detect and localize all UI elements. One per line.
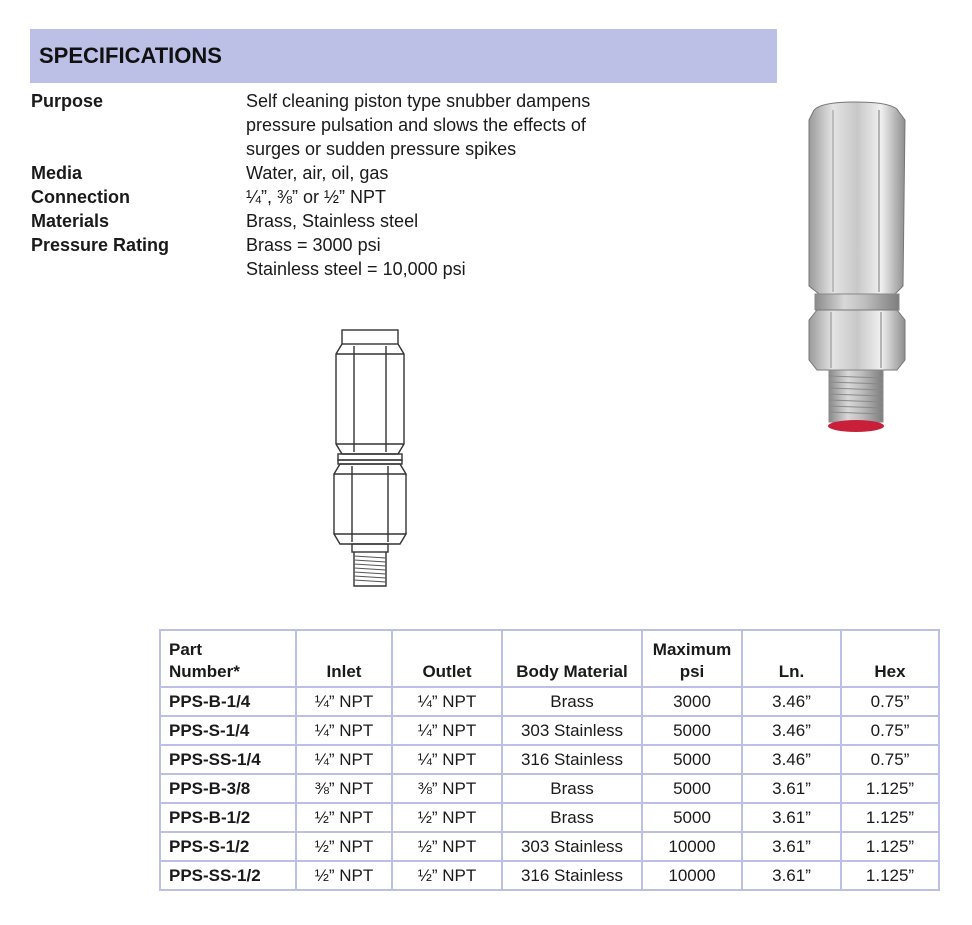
table-row xyxy=(160,745,939,774)
spec-label: Media xyxy=(31,163,83,183)
cell-part-number: PPS-B-1/2 xyxy=(160,803,296,832)
spec-value xyxy=(246,185,666,209)
table-row xyxy=(160,716,939,745)
col-header-inlet: Inlet xyxy=(296,630,392,687)
cell-part-number: PPS-SS-1/4 xyxy=(160,745,296,774)
table-row xyxy=(160,774,939,803)
cell-outlet: ¼” NPT xyxy=(392,687,502,716)
cell-inlet: ½” NPT xyxy=(296,803,392,832)
cell-hex: 0.75” xyxy=(841,716,939,745)
part-number-table xyxy=(159,629,940,891)
cell-outlet: ¼” NPT xyxy=(392,716,502,745)
spec-value-line: pressure pulsation and slows the effects of xyxy=(246,115,586,135)
cell-part-number: PPS-B-3/8 xyxy=(160,774,296,803)
col-header-maximum-line: Maximum xyxy=(652,640,732,659)
spec-value-line: Brass = 3000 psi xyxy=(246,235,381,255)
snubber-product-photo xyxy=(795,98,920,443)
cell-part-number: PPS-B-1/4 xyxy=(160,687,296,716)
table-row xyxy=(160,861,939,890)
cell-outlet: ⅜” NPT xyxy=(392,774,502,803)
cell-part-number: PPS-SS-1/2 xyxy=(160,861,296,890)
table-row xyxy=(160,803,939,832)
cell-hex: 1.125” xyxy=(841,832,939,861)
cell-body-material: 303 Stainless xyxy=(502,716,642,745)
col-header-body-material: Body Material xyxy=(502,630,642,687)
specifications-banner xyxy=(30,29,777,83)
col-header-part-number xyxy=(160,630,296,687)
table-header-row xyxy=(160,630,939,687)
cell-length: 3.61” xyxy=(742,861,841,890)
table-row xyxy=(160,687,939,716)
cell-length: 3.46” xyxy=(742,745,841,774)
cell-inlet: ½” NPT xyxy=(296,861,392,890)
spec-value-line: surges or sudden pressure spikes xyxy=(246,139,517,159)
cell-maximum-psi: 5000 xyxy=(642,716,742,745)
col-header-hex: Hex xyxy=(841,630,939,687)
cell-hex: 1.125” xyxy=(841,774,939,803)
cell-length: 3.61” xyxy=(742,774,841,803)
cell-maximum-psi: 10000 xyxy=(642,861,742,890)
spec-value-line: Stainless steel = 10,000 psi xyxy=(246,259,466,279)
spec-value xyxy=(246,89,666,161)
spec-value xyxy=(246,233,666,281)
spec-value xyxy=(246,161,666,185)
col-header-outlet: Outlet xyxy=(392,630,502,687)
spec-value-line: Self cleaning piston type snubber dampens xyxy=(246,91,591,111)
cell-body-material: Brass xyxy=(502,687,642,716)
cell-body-material: 316 Stainless xyxy=(502,745,642,774)
cell-inlet: ¼” NPT xyxy=(296,745,392,774)
cell-inlet: ¼” NPT xyxy=(296,716,392,745)
cell-length: 3.46” xyxy=(742,687,841,716)
cell-outlet: ½” NPT xyxy=(392,832,502,861)
cell-body-material: Brass xyxy=(502,803,642,832)
spec-value-line: Water, air, oil, gas xyxy=(246,163,389,183)
cell-outlet: ½” NPT xyxy=(392,861,502,890)
table-row xyxy=(160,832,939,861)
cell-maximum-psi: 10000 xyxy=(642,832,742,861)
cell-maximum-psi: 5000 xyxy=(642,774,742,803)
spec-label: Materials xyxy=(31,211,110,231)
spec-label: Connection xyxy=(31,187,130,207)
col-header-psi-line: psi xyxy=(679,662,705,681)
cell-hex: 1.125” xyxy=(841,861,939,890)
spec-value xyxy=(246,209,666,233)
cell-part-number: PPS-S-1/4 xyxy=(160,716,296,745)
page-title: SPECIFICATIONS xyxy=(39,43,222,68)
spec-value-line: Brass, Stainless steel xyxy=(246,211,419,231)
spec-value-line: ¼”, ⅜” or ½” NPT xyxy=(246,187,387,207)
col-header-length: Ln. xyxy=(742,630,841,687)
col-header-maximum-psi xyxy=(642,630,742,687)
cell-inlet: ¼” NPT xyxy=(296,687,392,716)
cell-hex: 0.75” xyxy=(841,687,939,716)
cell-outlet: ¼” NPT xyxy=(392,745,502,774)
cell-maximum-psi: 5000 xyxy=(642,745,742,774)
cell-hex: 0.75” xyxy=(841,745,939,774)
cell-inlet: ⅜” NPT xyxy=(296,774,392,803)
cell-maximum-psi: 3000 xyxy=(642,687,742,716)
cell-length: 3.61” xyxy=(742,803,841,832)
cell-length: 3.61” xyxy=(742,832,841,861)
cell-length: 3.46” xyxy=(742,716,841,745)
cell-hex: 1.125” xyxy=(841,803,939,832)
cell-maximum-psi: 5000 xyxy=(642,803,742,832)
col-header-part-line: Part xyxy=(169,640,203,659)
cell-inlet: ½” NPT xyxy=(296,832,392,861)
snubber-line-drawing xyxy=(326,328,414,592)
table-body xyxy=(160,687,939,890)
cell-outlet: ½” NPT xyxy=(392,803,502,832)
spec-label: Purpose xyxy=(31,91,104,111)
cell-body-material: 303 Stainless xyxy=(502,832,642,861)
col-header-number-line: Number* xyxy=(169,662,240,681)
cell-body-material: Brass xyxy=(502,774,642,803)
cell-body-material: 316 Stainless xyxy=(502,861,642,890)
cell-part-number: PPS-S-1/2 xyxy=(160,832,296,861)
spec-label: Pressure Rating xyxy=(31,235,170,255)
